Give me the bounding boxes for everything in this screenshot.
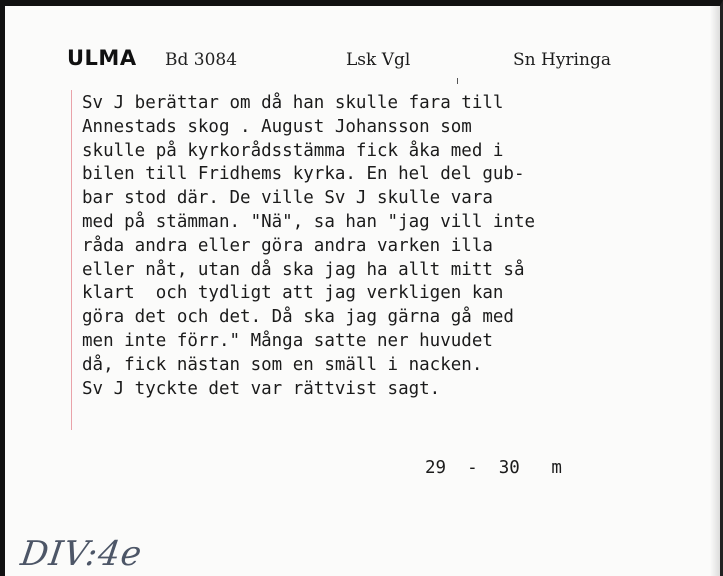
page-reference: 29 - 30 m <box>425 458 562 478</box>
volume-number: Bd 3084 <box>165 50 238 70</box>
text-line: Sv J berättar om då han skulle fara till <box>82 93 504 113</box>
text-line: men inte förr." Många satte ner huvudet <box>82 330 493 351</box>
text-line: bilen till Fridhems kyrka. En hel del gub- <box>82 164 525 185</box>
text-line: Sv J tyckte det var rättvist sagt. <box>82 378 441 399</box>
text-line: göra det och det. Då ska jag gärna gå med <box>82 307 514 328</box>
text-line: råda andra eller göra andra varken illa <box>82 235 493 256</box>
text-line: klart och tydligt att jag verkligen kan <box>82 283 504 304</box>
text-line: då, fick nästan som en smäll i nacken. <box>82 354 483 375</box>
province-code: Lsk Vgl <box>346 50 411 70</box>
red-margin-line <box>71 90 72 430</box>
handwritten-signum: DIV:4e <box>18 534 145 574</box>
text-line: skulle på kyrkorådsstämma fick åka med i <box>82 140 504 161</box>
text-line: med på stämman. "Nä", sa han "jag vill inte <box>82 211 536 232</box>
stray-pen-mark <box>457 78 458 84</box>
parish-name: Sn Hyringa <box>513 50 611 70</box>
text-line: Annestads skog . August Johansson som <box>82 116 472 137</box>
archive-name: ULMA <box>67 46 137 70</box>
text-line: bar stod där. De ville Sv J skulle vara <box>82 188 493 209</box>
typed-record-text <box>82 92 692 401</box>
text-line: eller nåt, utan då ska jag ha allt mitt så <box>82 259 525 280</box>
